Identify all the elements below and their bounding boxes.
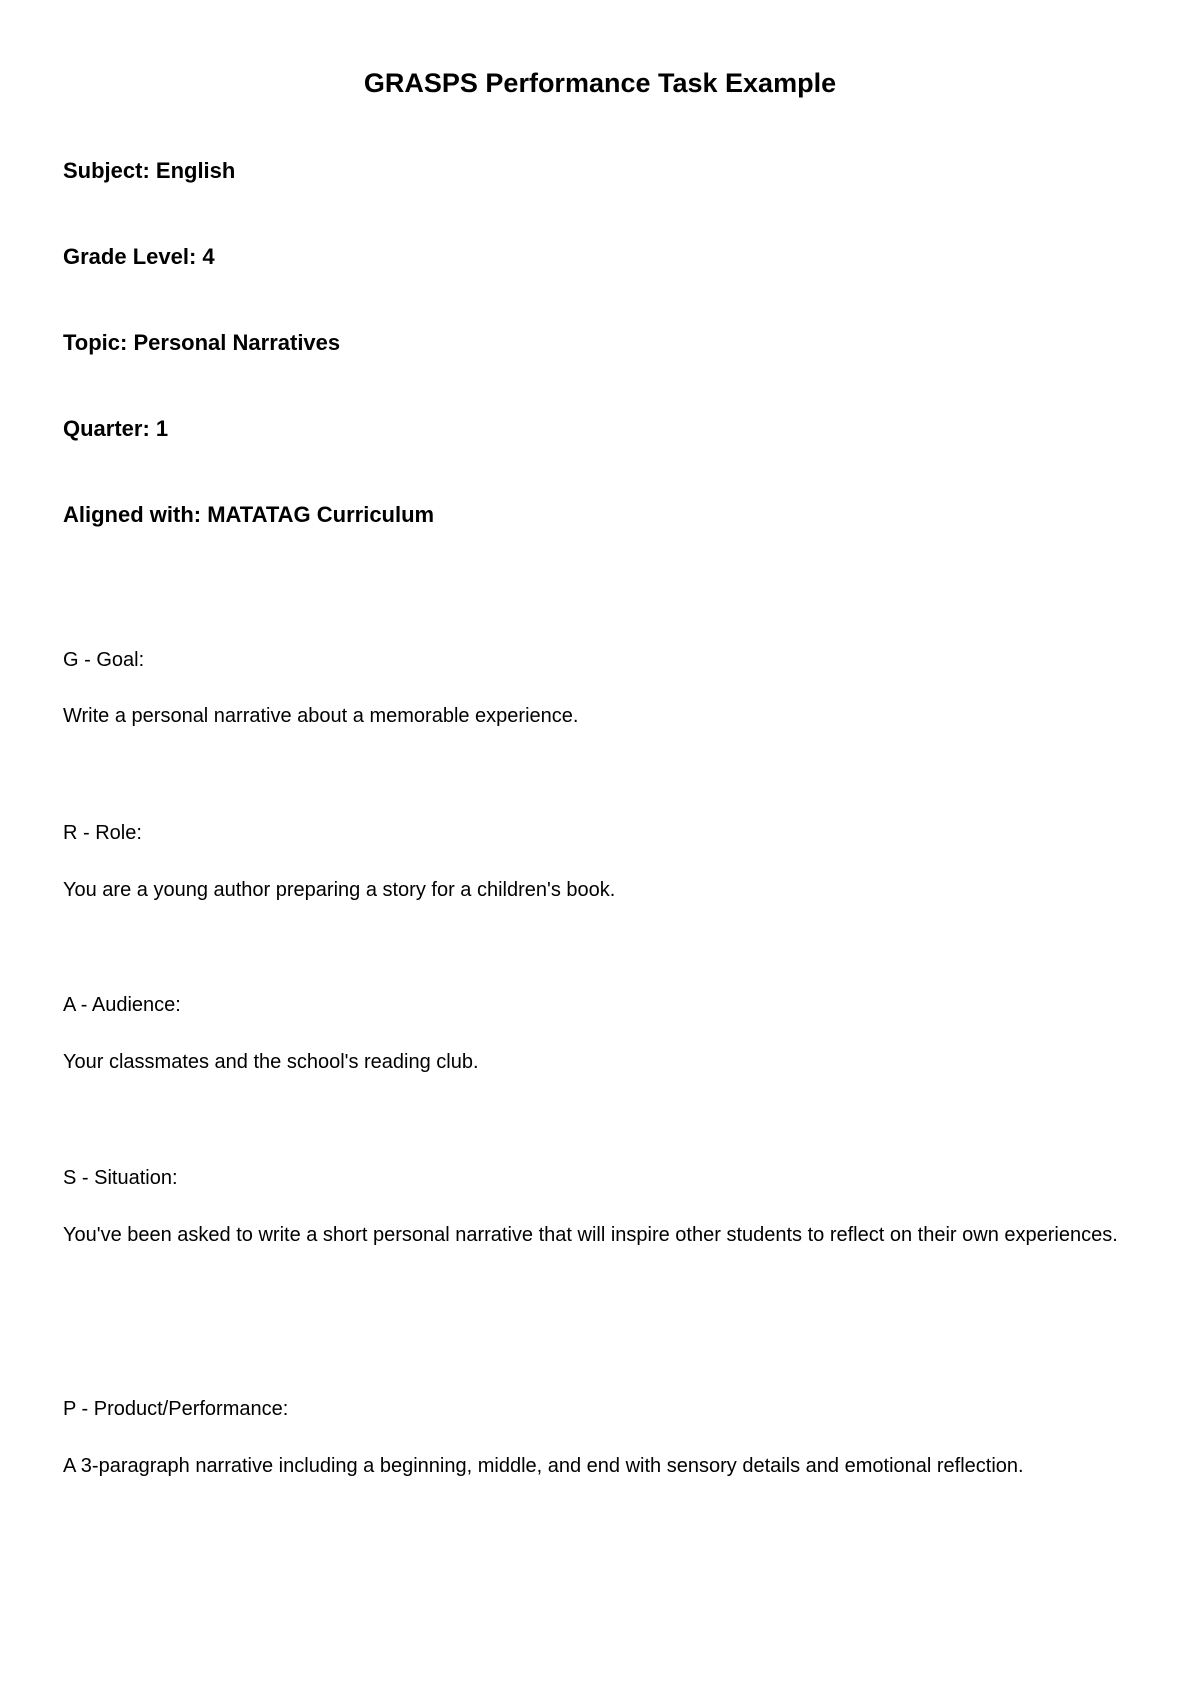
document-title: GRASPS Performance Task Example: [363, 68, 837, 98]
product-label: P - Product/Performance:: [63, 1398, 289, 1420]
grade-level-line: Grade Level: 4: [63, 244, 215, 269]
goal-text: Write a personal narrative about a memorable experience.: [63, 705, 579, 727]
role-text: You are a young author preparing a story for a children's book.: [63, 879, 616, 901]
quarter-line: Quarter: 1: [63, 416, 169, 441]
situation-text: You've been asked to write a short personal narrative that will inspire other students to reflect on their own experiences.: [63, 1224, 1118, 1246]
subject-line: Subject: English: [63, 158, 236, 183]
role-label: R - Role:: [63, 822, 142, 844]
audience-label: A - Audience:: [63, 994, 181, 1016]
topic-line: Topic: Personal Narratives: [63, 330, 341, 355]
aligned-with-line: Aligned with: MATATAG Curriculum: [63, 502, 435, 527]
situation-label: S - Situation:: [63, 1167, 178, 1189]
audience-text: Your classmates and the school's reading club.: [63, 1051, 479, 1073]
product-text: A 3-paragraph narrative including a beginning, middle, and end with sensory details and emotional reflection.: [63, 1455, 1024, 1477]
goal-label: G - Goal:: [63, 649, 145, 671]
